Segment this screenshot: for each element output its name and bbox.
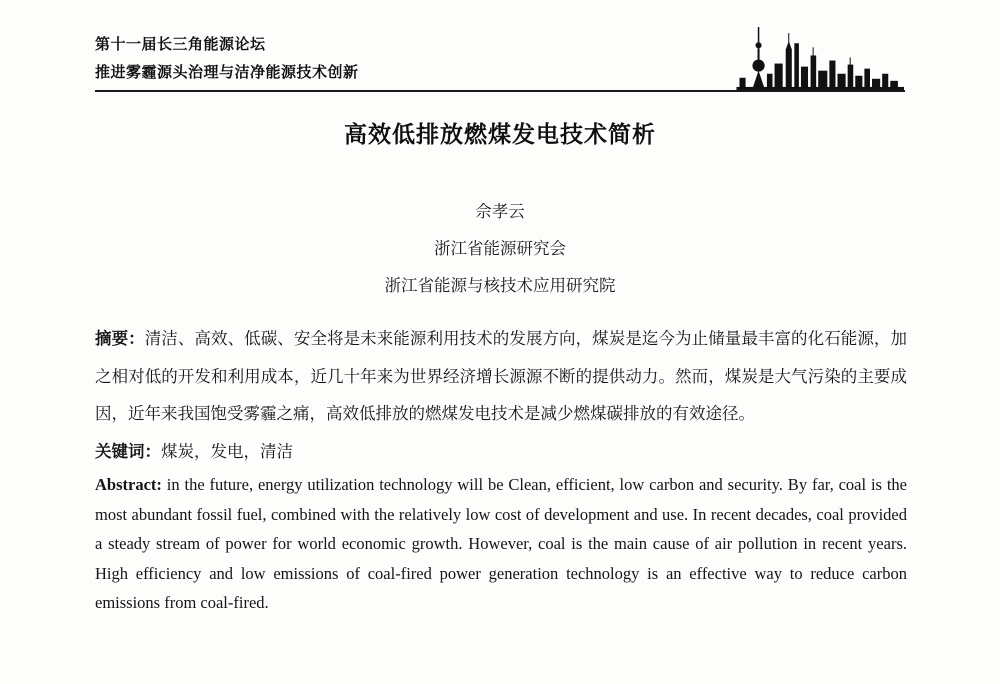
keywords-line: [95, 433, 907, 471]
forum-header: [95, 30, 359, 86]
forum-title: 第十一届长三角能源论坛: [95, 35, 266, 53]
paper-body: [95, 320, 907, 618]
header-divider: [95, 90, 905, 92]
abstract-cn-text: 清洁、高效、低碳、安全将是未来能源利用技术的发展方向，煤炭是迄今为止储量最丰富的化石能源，加之相对低的开发和利用成本，近几十年来为世界经济增长源源不断的提供动力。然而，煤炭是大气污染的主要成因，近年来我国饱受雾霾之痛，高效低排放的燃煤发电技术是减少燃煤碳排放的有效途径。: [95, 329, 907, 423]
affiliation-1: 浙江省能源研究会: [434, 239, 566, 258]
abstract-en-label: Abstract:: [95, 475, 162, 494]
city-skyline-icon: [734, 26, 904, 92]
forum-subtitle: 推进雾霾源头治理与洁净能源技术创新: [95, 63, 359, 81]
abstract-en-paragraph: [95, 470, 907, 618]
keywords-label: 关键词：: [95, 441, 161, 461]
keywords-text: 煤炭，发电，清洁: [161, 441, 293, 461]
abstract-cn-paragraph: [95, 320, 907, 433]
abstract-en-text: in the future, energy utilization technology will be Clean, efficient, low carbon and security. By far, coal is the most abundant fossil fuel, combined with the relatively low cost of development and use. In recent decades, coal provided a steady stream of power for world economic growth. However, coal is the main cause of air pollution in recent years. High efficiency and low emissions of coal-fired power generation technology is an effective way to reduce carbon emissions from coal-fired.: [95, 475, 908, 612]
paper-title: 高效低排放燃煤发电技术简析: [344, 122, 656, 147]
affiliation-2: 浙江省能源与核技术应用研究院: [384, 276, 616, 295]
author-name: 佘孝云: [475, 202, 525, 221]
abstract-cn-label: 摘要：: [95, 329, 145, 348]
